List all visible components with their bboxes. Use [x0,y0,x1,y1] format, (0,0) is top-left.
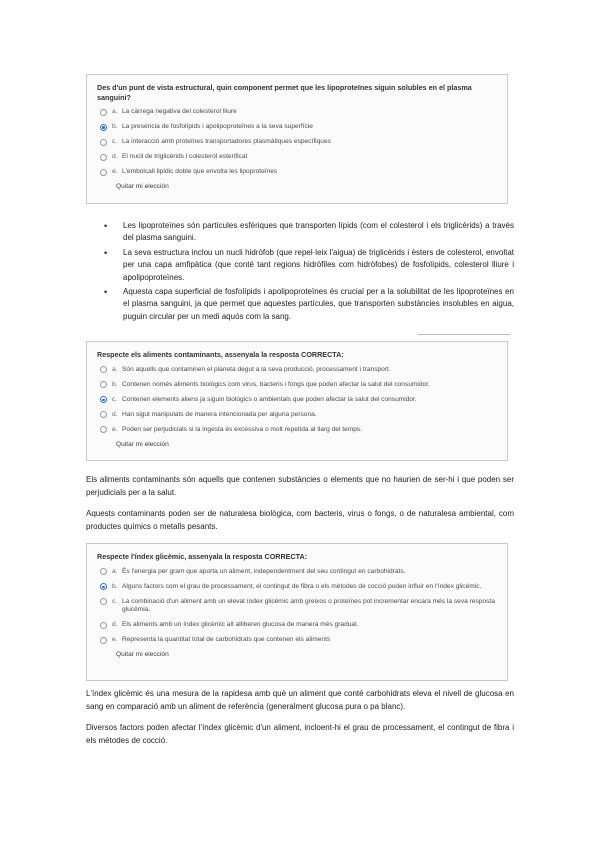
option-letter: e. [112,636,118,643]
answer-option-d[interactable] [97,411,497,419]
quiz-question-glycemic-index [86,543,508,681]
quiz-question-contaminants [86,341,508,461]
option-letter: d. [112,410,118,418]
answer-option-c[interactable] [97,396,497,404]
answer-option-e[interactable] [97,168,497,176]
answer-option-a[interactable] [97,366,497,374]
option-text: La càrrega negativa del colesterol lliure [122,108,237,116]
option-text: Contenen elements aliens ja siguin biològics o ambientals que poden afectar la salut del consumidor. [122,395,417,403]
radio-button-selected[interactable] [100,583,107,590]
answer-option-e[interactable] [97,636,497,644]
option-letter: c. [112,395,118,403]
paragraph: Els aliments contaminants són aquells que contenen substàncies o elements que no haurien de ser-hi i que poden ser perjudicials per a la salut. [86,475,514,497]
bullet-item: • Aquesta capa superficial de fosfolípids i apolipoproteïnes és crucial per a la solubilitat de les lipoproteïnes en el plasma sanguini, ja que permet que aquestes partícules, que transporten substàncies insolubles en aigua, puguin circular per un medi aquós com la sang. [104,286,514,323]
radio-button-selected[interactable] [100,124,107,131]
option-text: La presència de fosfolípids i apolipoproteïnes a la seva superfície [122,123,313,131]
option-letter: b. [112,380,118,388]
answer-option-b[interactable] [97,381,497,389]
option-text: L'embolcall lipídic doble que envolta les lipoproteïnes [122,168,278,176]
answer-option-b[interactable] [97,123,497,131]
clear-choice-link[interactable]: Quitar mi elección [116,651,169,658]
answer-option-d[interactable] [97,153,497,161]
option-letter: e. [112,425,118,433]
quiz-question-lipoproteins [86,74,508,204]
option-text: És l'energia per gram que aporta un aliment, independentment del seu contingut en carbohidrats. [122,567,406,575]
radio-button[interactable] [100,154,107,161]
radio-button[interactable] [100,109,107,116]
option-text: Representa la quantitat total de carbohidrats que contenen els aliments [122,636,331,643]
radio-button[interactable] [100,598,107,605]
radio-button[interactable] [100,622,107,629]
paragraph: Diversos factors poden afectar l'índex glicèmic d'un aliment, incloent-hi el grau de processament, el contingut de fibra i els mètodes de cocció. [86,723,514,745]
option-letter: e. [112,168,118,176]
radio-button[interactable] [100,366,107,373]
radio-button[interactable] [100,169,107,176]
option-text: Alguns factors com el grau de processament, el contingut de fibra o els mètodes de cocció poden influir en l'índex glicèmic. [122,582,482,590]
option-text: Els aliments amb un índex glicèmic alt alliberen glucosa de manera més gradual. [122,621,359,628]
question-text: Respecte l'índex glicèmic, assenyala la resposta CORRECTA: [97,552,308,561]
question-text: Des d'un punt de vista estructural, quin component permet que les lipoproteïnes siguin solubles en el plasma sanguini? [97,83,472,102]
option-text: La combinació d'un aliment amb un elevat índex glicèmic amb greixos o proteïnes pot incrementar encara més la seva resposta glucèmia. [122,597,495,613]
option-letter: b. [112,582,118,590]
option-letter: a. [112,365,118,373]
answer-option-c[interactable] [97,598,497,615]
option-letter: c. [112,138,118,146]
option-text: Poden ser perjudicials si la ingesta és excessiva o molt repetida al llarg del temps. [122,425,363,433]
radio-button[interactable] [100,381,107,388]
radio-button[interactable] [100,139,107,146]
paragraph: Aquests contaminants poden ser de naturalesa biològica, com bacteris, virus o fongs, o de naturalesa ambiental, com productes químics o metalls pesants. [86,509,514,531]
option-letter: b. [112,123,118,131]
paragraph: L'índex glicèmic és una mesura de la rapidesa amb què un aliment que conté carbohidrats eleva el nivell de glucosa en sang en comparació amb un aliment de referència (generalment glucosa pura o pa blanc). [86,689,514,711]
clear-choice-link[interactable]: Quitar mi elección [116,440,169,448]
option-text: Contenen només aliments biològics com virus, bacteris i fongs que poden afectar la salut del consumidor. [122,380,430,388]
option-letter: d. [112,153,118,161]
radio-button-selected[interactable] [100,396,107,403]
answer-option-a[interactable] [97,568,497,576]
divider [418,334,510,335]
question-text: Respecte els aliments contaminants, assenyala la resposta CORRECTA: [97,350,344,359]
bullet-item: • La seva estructura inclou un nucli hidròfob (que repel·leix l'aigua) de triglicèrids i èsters de colesterol, envoltat per una capa amfipàtica (que conté tant regions hidròfiles com hidròfobes) de fosfolípids, colesterol lliure i apolipoproteïnes. [104,247,514,284]
option-letter: a. [112,108,118,116]
radio-button[interactable] [100,426,107,433]
option-letter: a. [112,567,118,575]
answer-option-c[interactable] [97,138,497,146]
bullet-item: • Les lipoproteïnes són partícules esfèriques que transporten lípids (com el colesterol i els triglicèrids) a través del plasma sanguini. [104,220,514,245]
answer-option-d[interactable] [97,621,497,629]
answer-option-b[interactable] [97,583,497,591]
option-letter: c. [112,597,118,605]
radio-button[interactable] [100,411,107,418]
option-text: El nucli de triglicèrids i colesterol esterificat [122,153,248,161]
answer-option-e[interactable] [97,426,497,434]
clear-choice-link[interactable]: Quitar mi elección [116,183,169,191]
option-text: La interacció amb proteïnes transportadores plasmàtiques específiques [122,138,331,146]
radio-button[interactable] [100,637,107,644]
explanation-bullet-list [104,220,514,325]
answer-option-a[interactable] [97,108,497,116]
option-text: Són aquells que contaminen el planeta degut a la seva producció, processament i transport. [122,365,391,373]
radio-button[interactable] [100,568,107,575]
option-text: Han sigut manipulats de manera intencionada per alguna persona. [122,410,317,418]
option-letter: d. [112,621,118,628]
